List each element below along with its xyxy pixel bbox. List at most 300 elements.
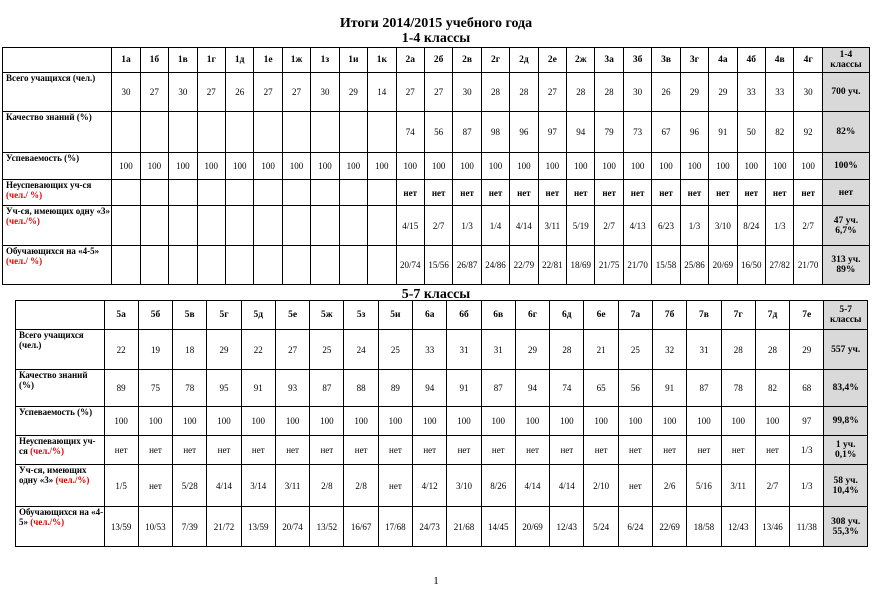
data-cell: 100 [652, 153, 680, 180]
row-label [16, 330, 105, 370]
data-cell: 100 [453, 153, 481, 180]
data-cell: 91 [447, 370, 481, 407]
data-cell: нет [275, 436, 309, 465]
data-cell: 18/58 [687, 507, 721, 547]
class-header-1-4: 2д [510, 48, 538, 73]
data-cell: нет [138, 436, 172, 465]
data-cell: нет [618, 436, 652, 465]
row-label-text: Уч-ся, имеющих одну «3» [19, 465, 87, 485]
class-header-5-7: 7г [721, 301, 755, 330]
data-cell: 21/68 [447, 507, 481, 547]
data-cell: 73 [623, 112, 651, 153]
corner-cell [3, 48, 112, 73]
data-cell: 31 [687, 330, 721, 370]
data-cell: 27 [275, 330, 309, 370]
data-cell: 82 [766, 112, 794, 153]
total-cell: 1 уч. 0,1% [824, 436, 868, 465]
data-cell: 82 [755, 370, 789, 407]
row-label-text: Успеваемость (%) [6, 153, 80, 163]
data-cell: 33 [766, 73, 794, 112]
data-cell: нет [766, 180, 794, 206]
table-row [16, 370, 868, 407]
data-cell: 13/46 [755, 507, 789, 547]
data-cell [169, 112, 197, 153]
data-cell: 100 [538, 153, 566, 180]
data-cell: 94 [413, 370, 447, 407]
data-cell: 29 [339, 73, 367, 112]
class-header-1-4: 1б [140, 48, 168, 73]
data-cell: 100 [225, 153, 253, 180]
data-cell: 100 [104, 407, 138, 436]
data-cell: 79 [595, 112, 623, 153]
data-cell: 20/69 [515, 507, 549, 547]
class-header-1-4: 3в [652, 48, 680, 73]
data-cell [339, 180, 367, 206]
data-cell: 1/3 [790, 465, 824, 507]
data-cell: 13/59 [104, 507, 138, 547]
data-cell: 8/24 [737, 206, 765, 246]
data-cell: нет [653, 436, 687, 465]
data-cell: 93 [275, 370, 309, 407]
data-cell: 98 [481, 112, 509, 153]
data-cell: нет [207, 436, 241, 465]
data-cell: нет [138, 465, 172, 507]
data-cell [225, 246, 253, 285]
data-cell: 100 [254, 153, 282, 180]
total-header: 5-7 классы [824, 301, 868, 330]
header-row [16, 301, 868, 330]
data-cell: 26 [225, 73, 253, 112]
data-cell: 25 [378, 330, 412, 370]
data-cell: 3/11 [275, 465, 309, 507]
data-cell: нет [481, 180, 509, 206]
data-cell: 22/79 [510, 246, 538, 285]
data-cell: нет [737, 180, 765, 206]
data-cell: нет [595, 180, 623, 206]
data-cell [368, 180, 396, 206]
data-cell: 4/14 [550, 465, 584, 507]
data-cell [339, 112, 367, 153]
data-cell: 4/14 [515, 465, 549, 507]
data-cell: 100 [794, 153, 822, 180]
data-cell: 97 [790, 407, 824, 436]
data-cell: 20/74 [396, 246, 424, 285]
data-cell: нет [378, 436, 412, 465]
page-number: 1 [433, 575, 439, 587]
data-cell: 100 [241, 407, 275, 436]
data-cell [197, 112, 225, 153]
data-cell: нет [515, 436, 549, 465]
data-cell: нет [510, 180, 538, 206]
data-cell: 50 [737, 112, 765, 153]
data-cell: 100 [112, 153, 140, 180]
row-label-unit: (чел./%) [30, 446, 64, 456]
data-cell: 100 [623, 153, 651, 180]
data-cell: 22 [104, 330, 138, 370]
data-cell [197, 180, 225, 206]
data-cell: 27 [197, 73, 225, 112]
data-cell: 94 [567, 112, 595, 153]
class-header-1-4: 1в [169, 48, 197, 73]
data-cell: 26 [652, 73, 680, 112]
data-cell: 1/3 [766, 206, 794, 246]
class-header-5-7: 5з [344, 301, 378, 330]
data-cell: 100 [344, 407, 378, 436]
data-cell: 96 [510, 112, 538, 153]
data-cell: 25 [618, 330, 652, 370]
total-cell: 47 уч. 6,7% [822, 206, 869, 246]
results-table-5-7 [15, 300, 868, 547]
data-cell: 56 [618, 370, 652, 407]
data-cell: 4/14 [510, 206, 538, 246]
data-cell: 21/70 [794, 246, 822, 285]
data-cell: 25/86 [680, 246, 708, 285]
corner-cell [16, 301, 105, 330]
data-cell: 4/13 [623, 206, 651, 246]
total-cell: 308 уч. 55,3% [824, 507, 868, 547]
data-cell: 28 [595, 73, 623, 112]
data-cell: 100 [618, 407, 652, 436]
data-cell: 27 [282, 73, 310, 112]
data-cell: 29 [709, 73, 737, 112]
data-cell: нет [721, 436, 755, 465]
row-label [16, 507, 105, 547]
data-cell: 100 [378, 407, 412, 436]
section-title-5-7: 5-7 классы [401, 287, 471, 302]
class-header-1-4: 3г [680, 48, 708, 73]
data-cell: 21 [584, 330, 618, 370]
data-cell [225, 206, 253, 246]
data-cell: нет [396, 180, 424, 206]
data-cell: 28 [755, 330, 789, 370]
class-header-1-4: 4в [766, 48, 794, 73]
table-row [3, 153, 870, 180]
data-cell: 19 [138, 330, 172, 370]
data-cell: нет [652, 180, 680, 206]
data-cell: 18/69 [567, 246, 595, 285]
row-label-text: Обучающихся на «4-5» [19, 507, 104, 527]
data-cell: 100 [207, 407, 241, 436]
header-row [3, 48, 870, 73]
data-cell: 3/11 [721, 465, 755, 507]
class-header-1-4: 1е [254, 48, 282, 73]
data-cell [339, 206, 367, 246]
data-cell: 100 [140, 153, 168, 180]
total-cell: 82% [822, 112, 869, 153]
class-header-5-7: 7а [618, 301, 652, 330]
section-title-1-4: 1-4 классы [401, 31, 471, 46]
row-label-text: Уч-ся, имеющих одну «3» [6, 206, 110, 216]
data-cell: 24/73 [413, 507, 447, 547]
row-label-text: Обучающихся на «4-5» [6, 246, 100, 256]
data-cell: 8/26 [481, 465, 515, 507]
class-header-1-4: 3а [595, 48, 623, 73]
data-cell [197, 206, 225, 246]
row-label-text: Неуспевающих уч-ся [6, 180, 92, 190]
table-row [3, 206, 870, 246]
data-cell: 5/28 [173, 465, 207, 507]
data-cell: 15/56 [424, 246, 452, 285]
data-cell: 91 [653, 370, 687, 407]
data-cell: 87 [481, 370, 515, 407]
class-header-1-4: 1д [225, 48, 253, 73]
data-cell: 5/24 [584, 507, 618, 547]
data-cell: 14 [368, 73, 396, 112]
total-cell: 100% [822, 153, 869, 180]
data-cell: 16/50 [737, 246, 765, 285]
data-cell: 26/87 [453, 246, 481, 285]
data-cell [225, 112, 253, 153]
row-label-unit: (чел./%) [55, 475, 90, 485]
data-cell [112, 112, 140, 153]
total-cell: 99,8% [824, 407, 868, 436]
data-cell: 92 [794, 112, 822, 153]
data-cell [112, 246, 140, 285]
data-cell: 15/58 [652, 246, 680, 285]
data-cell: 2/7 [595, 206, 623, 246]
data-cell [254, 180, 282, 206]
data-cell: 27 [140, 73, 168, 112]
data-cell: 78 [173, 370, 207, 407]
data-cell: 100 [424, 153, 452, 180]
data-cell [282, 246, 310, 285]
class-header-5-7: 5ж [310, 301, 344, 330]
class-header-1-4: 4а [709, 48, 737, 73]
class-header-1-4: 4б [737, 48, 765, 73]
data-cell: 100 [567, 153, 595, 180]
data-cell [311, 112, 339, 153]
data-cell [311, 180, 339, 206]
data-cell: 1/4 [481, 206, 509, 246]
data-cell: 20/69 [709, 246, 737, 285]
data-cell: 28 [567, 73, 595, 112]
data-cell: 100 [653, 407, 687, 436]
data-cell: 22/69 [653, 507, 687, 547]
data-cell [282, 112, 310, 153]
data-cell: 2/7 [424, 206, 452, 246]
data-cell: 29 [680, 73, 708, 112]
class-header-5-7: 6а [413, 301, 447, 330]
data-cell: 74 [550, 370, 584, 407]
data-cell: 5/19 [567, 206, 595, 246]
row-label [3, 246, 112, 285]
data-cell: 3/10 [709, 206, 737, 246]
data-cell: 18 [173, 330, 207, 370]
data-cell: нет [755, 436, 789, 465]
row-label [3, 112, 112, 153]
data-cell [368, 206, 396, 246]
results-table-1-4 [2, 47, 870, 285]
total-header: 1-4 классы [822, 48, 869, 73]
data-cell: 4/15 [396, 206, 424, 246]
class-header-5-7: 7в [687, 301, 721, 330]
data-cell: 100 [310, 407, 344, 436]
data-cell: 1/5 [104, 465, 138, 507]
data-cell: 100 [680, 153, 708, 180]
data-cell: нет [538, 180, 566, 206]
data-cell: 100 [481, 153, 509, 180]
data-cell [254, 206, 282, 246]
data-cell: нет [378, 465, 412, 507]
row-label [3, 153, 112, 180]
data-cell: 97 [538, 112, 566, 153]
class-header-5-7: 5е [275, 301, 309, 330]
data-cell: 3/11 [538, 206, 566, 246]
total-cell: 313 уч. 89% [822, 246, 869, 285]
data-cell [282, 206, 310, 246]
data-cell: 22/81 [538, 246, 566, 285]
data-cell: нет [618, 465, 652, 507]
data-cell: нет [550, 436, 584, 465]
class-header-1-4: 1ж [282, 48, 310, 73]
data-cell: 87 [453, 112, 481, 153]
data-cell: нет [623, 180, 651, 206]
data-cell: 28 [510, 73, 538, 112]
class-header-5-7: 7б [653, 301, 687, 330]
page-title: Итоги 2014/2015 учебного года [339, 16, 533, 31]
row-label [16, 465, 105, 507]
data-cell: 100 [721, 407, 755, 436]
data-cell: 16/67 [344, 507, 378, 547]
class-header-1-4: 1з [311, 48, 339, 73]
data-cell [169, 180, 197, 206]
class-header-1-4: 1а [112, 48, 140, 73]
data-cell [140, 112, 168, 153]
data-cell: 3/14 [241, 465, 275, 507]
class-header-5-7: 6б [447, 301, 481, 330]
data-cell: 27 [424, 73, 452, 112]
data-cell [311, 246, 339, 285]
data-cell: 100 [138, 407, 172, 436]
data-cell [140, 206, 168, 246]
data-cell: 74 [396, 112, 424, 153]
data-cell: 20/74 [275, 507, 309, 547]
data-cell: 89 [104, 370, 138, 407]
data-cell: 100 [709, 153, 737, 180]
data-cell: 100 [515, 407, 549, 436]
data-cell: 95 [207, 370, 241, 407]
row-label-unit: (чел./ %) [6, 190, 43, 200]
data-cell [339, 246, 367, 285]
data-cell: 24 [344, 330, 378, 370]
data-cell [225, 180, 253, 206]
data-cell: 30 [453, 73, 481, 112]
class-header-5-7: 6е [584, 301, 618, 330]
data-cell: 94 [515, 370, 549, 407]
data-cell: 1/3 [790, 436, 824, 465]
data-cell: 100 [737, 153, 765, 180]
data-cell: 30 [112, 73, 140, 112]
table-row [16, 465, 868, 507]
data-cell: 89 [378, 370, 412, 407]
data-cell: 21/75 [595, 246, 623, 285]
class-header-1-4: 1к [368, 48, 396, 73]
data-cell: 100 [169, 153, 197, 180]
data-cell: нет [241, 436, 275, 465]
data-cell: нет [104, 436, 138, 465]
data-cell: 100 [339, 153, 367, 180]
table-row [3, 246, 870, 285]
data-cell: нет [173, 436, 207, 465]
class-header-1-4: 2б [424, 48, 452, 73]
data-cell: 67 [652, 112, 680, 153]
data-cell: 31 [481, 330, 515, 370]
data-cell: 87 [687, 370, 721, 407]
data-cell: 30 [623, 73, 651, 112]
data-cell: 22 [241, 330, 275, 370]
data-cell: 100 [766, 153, 794, 180]
data-cell: 1/3 [680, 206, 708, 246]
data-cell: 29 [790, 330, 824, 370]
class-header-1-4: 1г [197, 48, 225, 73]
data-cell: 100 [311, 153, 339, 180]
data-cell: нет [709, 180, 737, 206]
class-header-1-4: 1и [339, 48, 367, 73]
class-header-5-7: 7д [755, 301, 789, 330]
data-cell [140, 180, 168, 206]
data-cell: 11/38 [790, 507, 824, 547]
data-cell: 28 [481, 73, 509, 112]
total-cell: нет [822, 180, 869, 206]
row-label-unit: (чел./%) [30, 517, 65, 527]
row-label [16, 407, 105, 436]
data-cell: 100 [447, 407, 481, 436]
data-cell: 30 [169, 73, 197, 112]
total-cell: 58 уч. 10,4% [824, 465, 868, 507]
data-cell: нет [794, 180, 822, 206]
data-cell: 14/45 [481, 507, 515, 547]
data-cell: нет [447, 436, 481, 465]
data-cell: 91 [709, 112, 737, 153]
data-cell: 24/86 [481, 246, 509, 285]
data-cell: нет [310, 436, 344, 465]
data-cell: 96 [680, 112, 708, 153]
data-cell [197, 246, 225, 285]
data-cell [140, 246, 168, 285]
data-cell: 100 [550, 407, 584, 436]
data-cell: нет [424, 180, 452, 206]
data-cell: 2/7 [794, 206, 822, 246]
data-cell: 100 [687, 407, 721, 436]
row-label-text: Качество знаний (%) [19, 370, 88, 390]
data-cell: 87 [310, 370, 344, 407]
data-cell [112, 206, 140, 246]
class-header-1-4: 3б [623, 48, 651, 73]
class-header-5-7: 5а [104, 301, 138, 330]
class-header-5-7: 5и [378, 301, 412, 330]
data-cell: 2/7 [755, 465, 789, 507]
data-cell: 100 [413, 407, 447, 436]
class-header-1-4: 2г [481, 48, 509, 73]
data-cell: 4/12 [413, 465, 447, 507]
data-cell: 27/82 [766, 246, 794, 285]
data-cell: 13/52 [310, 507, 344, 547]
row-label [3, 206, 112, 246]
table-row [3, 73, 870, 112]
data-cell: 2/8 [310, 465, 344, 507]
table-row [16, 436, 868, 465]
row-label-text: Успеваемость (%) [19, 407, 93, 417]
data-cell: нет [584, 436, 618, 465]
class-header-5-7: 6г [515, 301, 549, 330]
total-cell: 83,4% [824, 370, 868, 407]
data-cell: 2/8 [344, 465, 378, 507]
data-cell [169, 206, 197, 246]
data-cell: 91 [241, 370, 275, 407]
class-header-1-4: 2е [538, 48, 566, 73]
row-label [16, 370, 105, 407]
data-cell: 2/6 [653, 465, 687, 507]
